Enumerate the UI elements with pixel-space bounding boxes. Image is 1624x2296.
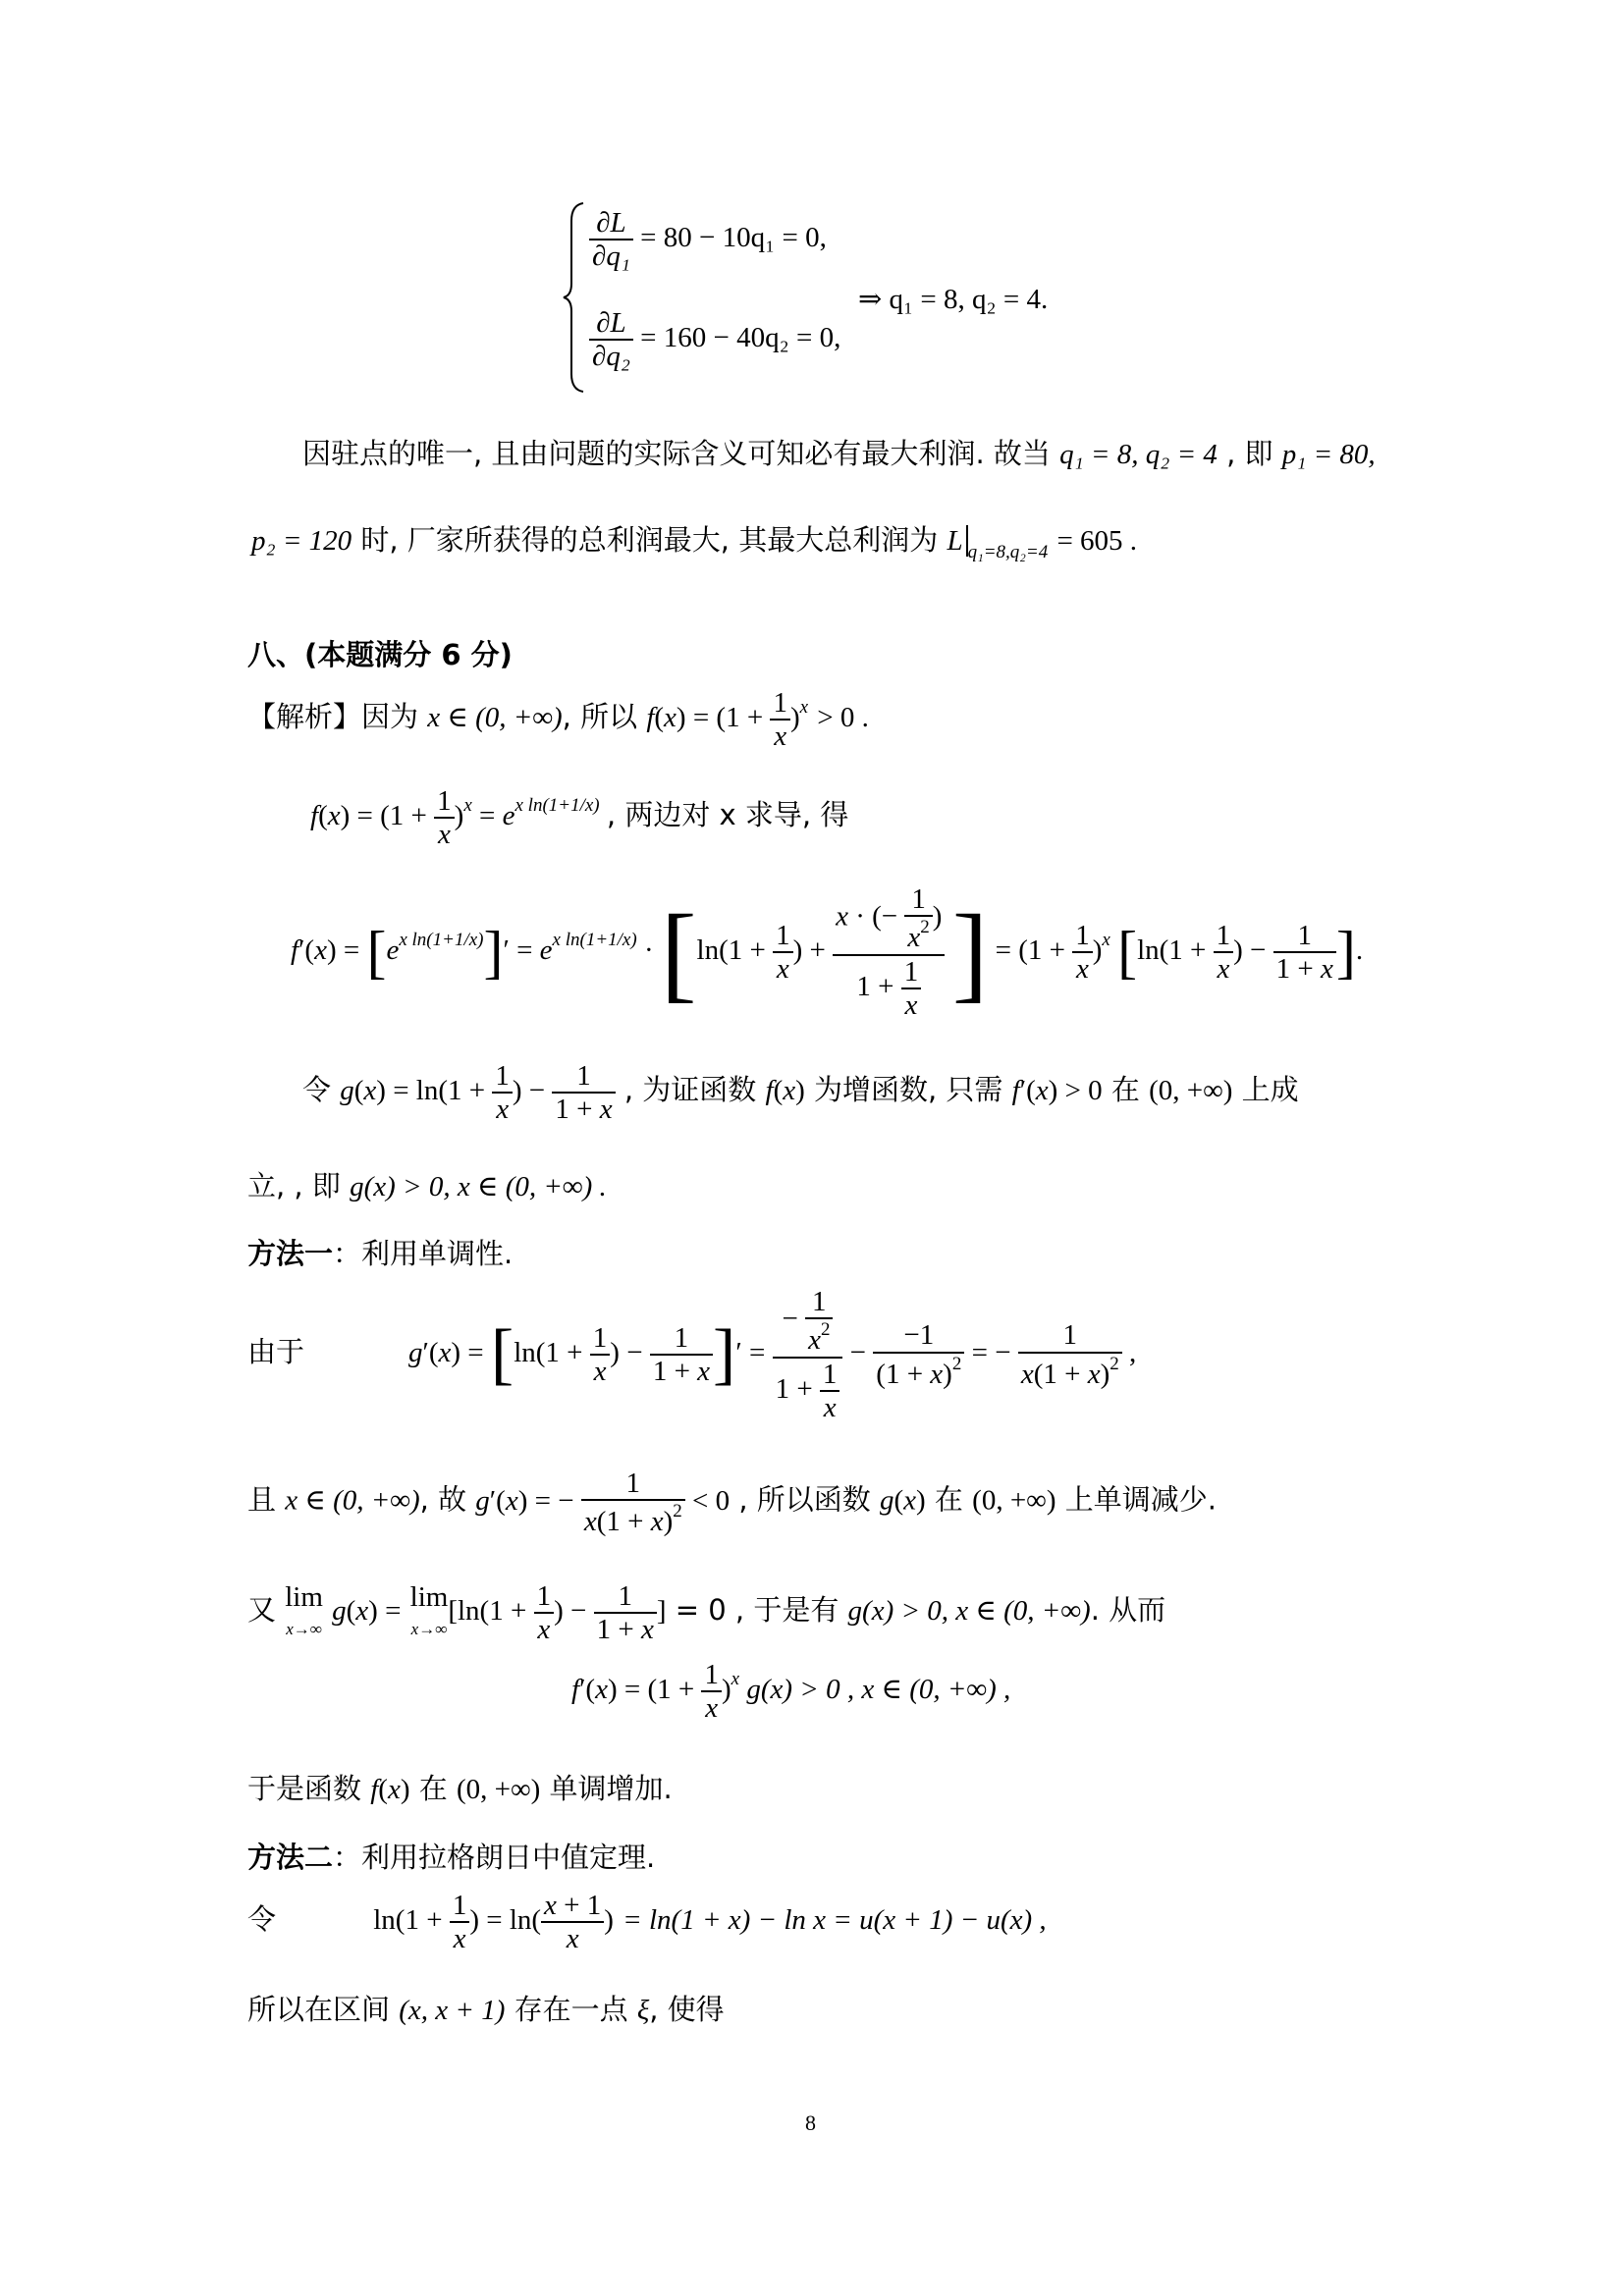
equation-1: = 80 − 10q₁ = 0,	[640, 222, 827, 254]
method2-heading: 方法二：利用拉格朗日中值定理.	[247, 1841, 656, 1874]
page-number: 8	[805, 2110, 816, 2135]
fprime-line: $f'(x) = [e^{x ln(1+1/x)}]' = e^{x ln(1+1/x)} \cdot [\ln(1$ + $\frac{1}{x}$ ) + x · (− $\frac{1}{x^2}$ ) 1 + $\frac{1}{x}$ ] = (1 + $\frac{1}{x}$ )$^x$ [ln(1 + $\frac{1}{x}$ ) − $\frac{1}{1 + x}$ ].	[291, 883, 1364, 1022]
fprime-final-line: f′(x) = (1 + $\frac{1}{x}$ )$^x$ g(x) > 0 , x ∈ (0, +∞) ,	[571, 1659, 1011, 1725]
method1-heading: 方法一：利用单调性.	[247, 1237, 514, 1270]
paragraph-unique-point: 因驻点的唯一, 且由问题的实际含义可知必有最大利润. 故当 q₁ = 8, q₂ = 4 , 即 p₁ = 80,	[302, 437, 1376, 470]
paragraph-max-profit: p₂ = 120 时, 厂家所获得的总利润最大, 其最大总利润为 L $_{q_1=8,q_2=4}$ = 605 .	[251, 523, 1138, 562]
interval-line: 所以在区间 (x, x + 1) 存在一点 ξ, 使得	[247, 1993, 725, 2026]
exp-form-line: f(x) = (1 + $\frac{1}{x}$ )$^x = e^{x ln(1+1/x)}$ , 两边对 x 求导, 得	[310, 785, 849, 851]
analysis-line: 【解析】因为 x ∈ (0, +∞), 所以 f(x) = (1 + $\frac{1}{x}$ )$^x$ > 0 .	[247, 687, 869, 753]
let-g-line-2: 立, , 即 g(x) > 0, x ∈ (0, +∞) .	[247, 1169, 607, 1202]
lagrange-system	[562, 201, 1111, 398]
equation-2: = 160 − 40q₂ = 0,	[640, 322, 841, 354]
increase-line: 于是函数 f(x) 在 (0, +∞) 单调增加.	[247, 1772, 673, 1805]
section-title: 八、(本题满分 6 分)	[247, 638, 513, 671]
system-result: ⇒ q₁ = 8, q₂ = 4.	[858, 284, 1049, 315]
partial-fraction-2: $\frac{\partial L}{\text{∂q₂}}$	[589, 307, 633, 373]
left-brace-icon	[562, 201, 587, 394]
limit-line: 又 lim x→∞ g(x) = lim x→∞[ln(1 + $\frac{1}{x}$ ) − $\frac{1}{1 + x}$ ] = 0 , 于是有 g(x) > 0, x ∈ (0, +∞). 从而	[247, 1580, 1166, 1646]
let-g-line: 令 g(x) = ln(1 + $\frac{1}{x}$ ) − $\frac{1}{1 + x}$ , 为证函数 f(x) 为增函数, 只需 f′(x) > 0 在 (0, +∞) 上成	[302, 1060, 1299, 1126]
gprime-line: 由于	[247, 1335, 305, 1368]
lagrange-line: 令 ln(1 + $\frac{1}{x}$ ) = ln( $\frac{x + 1}{x}$ ) = ln(1 + x) − ln x = u(x + 1) − u(x) ,	[247, 1890, 1047, 1955]
decrease-line: 且 x ∈ (0, +∞), 故 g′(x) = − $\frac{1}{x(1 + x)^2}$ < 0 , 所以函数 g(x) 在 (0, +∞) 上单调减少.	[247, 1468, 1217, 1538]
gprime-expression: g′(x) = [ln(1 + $\frac{1}{x}$ ) − $\frac{1}{1 + x}$ ]′ = − $\frac{1}{x^2}$ 1 + $\frac{1}{x}$ − $\frac{-1}{(1 + x)^2}$ = − $\frac{1}{x(1 + x)^2}$ ,	[408, 1286, 1137, 1424]
partial-fraction-1: $\frac{\partial L}{\text{∂q₁}}$	[589, 207, 633, 273]
